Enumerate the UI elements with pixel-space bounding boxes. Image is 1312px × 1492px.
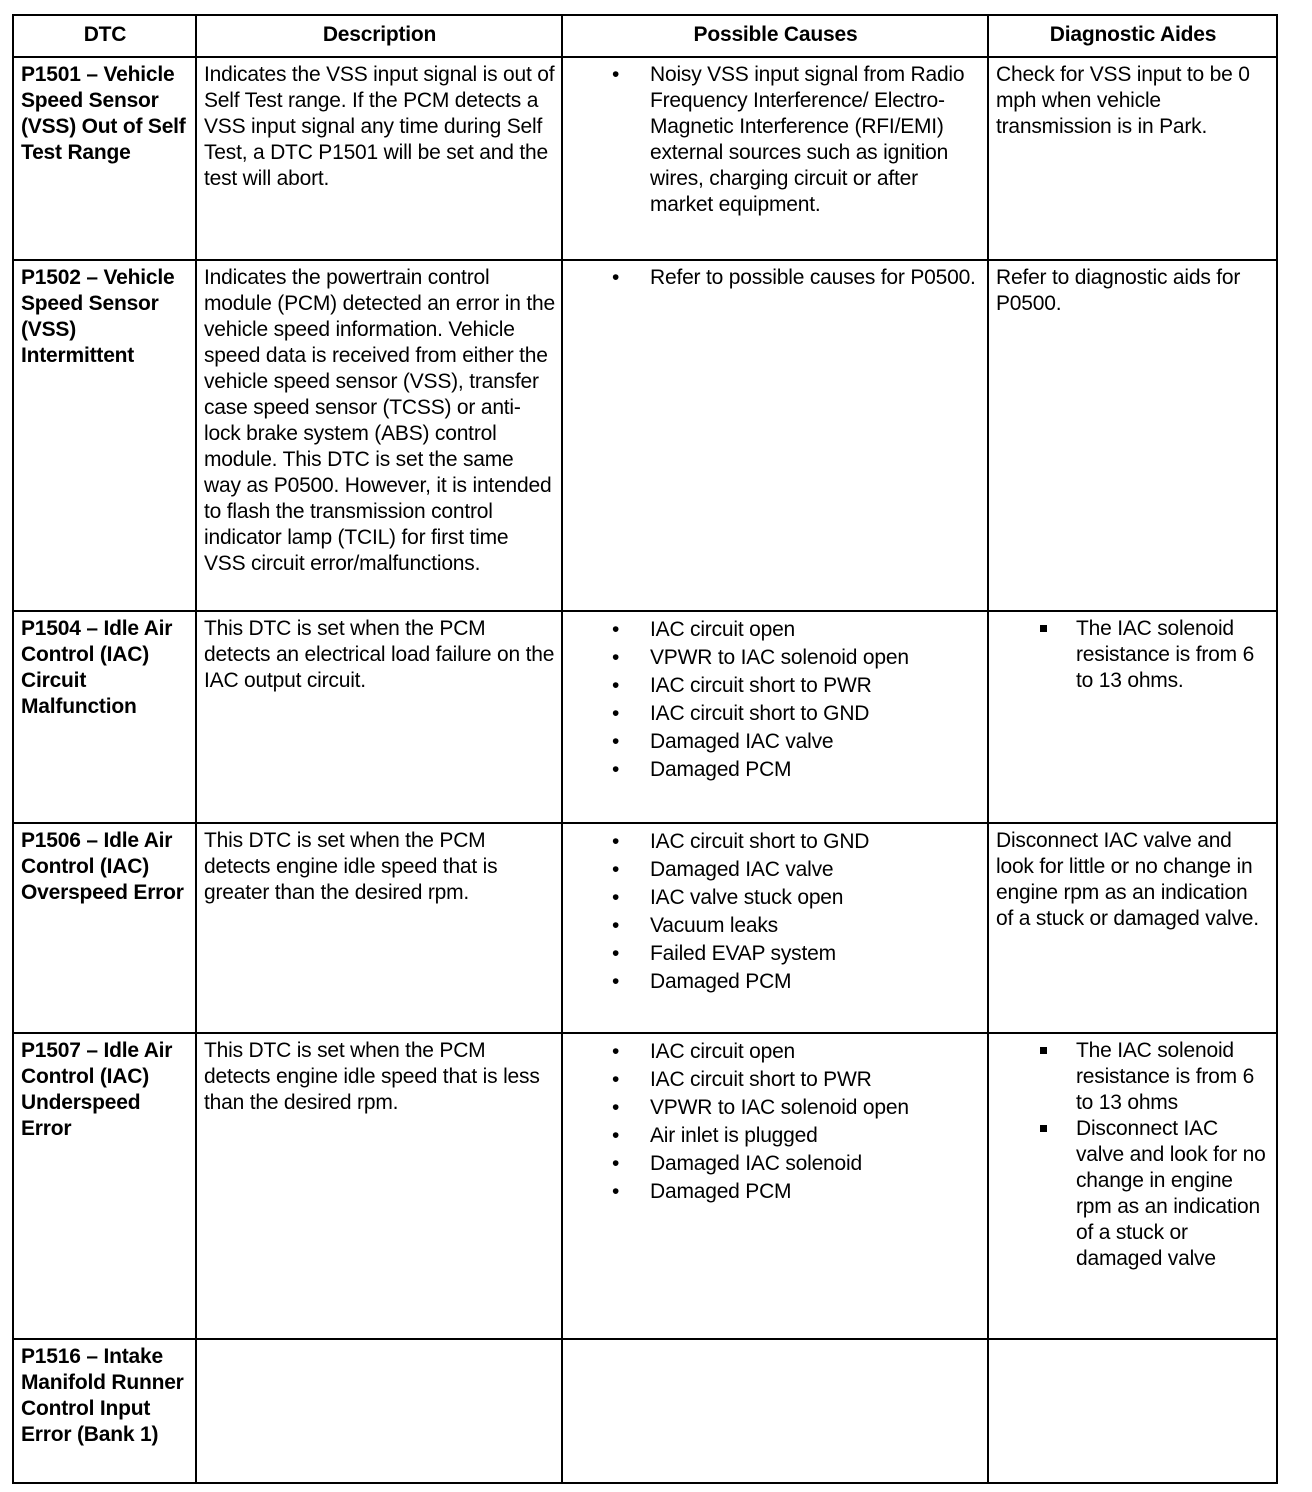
cause-item: • VPWR to IAC solenoid open bbox=[570, 644, 981, 672]
cause-item: • Vacuum leaks bbox=[570, 912, 981, 940]
possible-causes bbox=[562, 1339, 988, 1483]
table-row bbox=[13, 260, 1277, 611]
cause-item: • VPWR to IAC solenoid open bbox=[570, 1094, 981, 1122]
table-row bbox=[13, 611, 1277, 823]
header-diagnostic-aides: Diagnostic Aides bbox=[988, 15, 1277, 57]
cause-item: • IAC circuit short to PWR bbox=[570, 672, 981, 700]
cause-item: • Damaged IAC valve bbox=[570, 728, 981, 756]
dtc-description: This DTC is set when the PCM detects engine idle speed that is greater than the desired rpm. bbox=[196, 823, 562, 1033]
aide-item: Disconnect IAC valve and look for no change in engine rpm as an indication of a stuck or damaged valve bbox=[996, 1116, 1270, 1272]
possible-causes bbox=[562, 260, 988, 611]
table-row bbox=[13, 1339, 1277, 1483]
aide-item: The IAC solenoid resistance is from 6 to 13 ohms bbox=[996, 1038, 1270, 1116]
cause-item: • IAC circuit open bbox=[570, 1038, 981, 1066]
possible-causes bbox=[562, 1033, 988, 1339]
diagnostic-aides: Disconnect IAC valve and look for little or no change in engine rpm as an indication of a stuck or damaged valve. bbox=[988, 823, 1277, 1033]
dtc-description: This DTC is set when the PCM detects an electrical load failure on the IAC output circuit. bbox=[196, 611, 562, 823]
cause-item: • Damaged IAC solenoid bbox=[570, 1150, 981, 1178]
header-dtc: DTC bbox=[13, 15, 196, 57]
cause-item: • IAC circuit short to PWR bbox=[570, 1066, 981, 1094]
cause-item: • Damaged PCM bbox=[570, 1178, 981, 1206]
cause-item: • Damaged PCM bbox=[570, 756, 981, 784]
cause-item: • IAC circuit short to GND bbox=[570, 700, 981, 728]
causes-list bbox=[570, 265, 981, 291]
dtc-description: Indicates the VSS input signal is out of Self Test range. If the PCM detects a VSS input signal any time during Self Test, a DTC P1501 will be set and the test will abort. bbox=[196, 57, 562, 260]
diagnostic-aides: Refer to diagnostic aids for P0500. bbox=[988, 260, 1277, 611]
diagnostic-aides bbox=[988, 1033, 1277, 1339]
causes-list bbox=[570, 616, 981, 784]
header-possible-causes: Possible Causes bbox=[562, 15, 988, 57]
dtc-code: P1507 – Idle Air Control (IAC) Underspeed Error bbox=[13, 1033, 196, 1339]
dtc-table bbox=[12, 14, 1278, 1484]
causes-list bbox=[570, 828, 981, 996]
cause-item: • IAC valve stuck open bbox=[570, 884, 981, 912]
cause-item: • Damaged IAC valve bbox=[570, 856, 981, 884]
aides-list bbox=[996, 616, 1270, 694]
dtc-code: P1502 – Vehicle Speed Sensor (VSS) Intermittent bbox=[13, 260, 196, 611]
dtc-description bbox=[196, 1339, 562, 1483]
diagnostic-aides bbox=[988, 1339, 1277, 1483]
cause-item: • IAC circuit open bbox=[570, 616, 981, 644]
diagnostic-aides: Check for VSS input to be 0 mph when vehicle transmission is in Park. bbox=[988, 57, 1277, 260]
possible-causes bbox=[562, 823, 988, 1033]
cause-item: • Failed EVAP system bbox=[570, 940, 981, 968]
table-row bbox=[13, 57, 1277, 260]
aide-item: The IAC solenoid resistance is from 6 to 13 ohms. bbox=[996, 616, 1270, 694]
cause-item: • Noisy VSS input signal from Radio Frequency Interference/ Electro-Magnetic Interference (RFI/EMI) external sources such as ignition wires, charging circuit or after market equipment. bbox=[570, 62, 981, 218]
cause-item: • Refer to possible causes for P0500. bbox=[570, 265, 981, 291]
header-row bbox=[13, 15, 1277, 57]
dtc-description: Indicates the powertrain control module (PCM) detected an error in the vehicle speed information. Vehicle speed data is received from either the vehicle speed sensor (VSS), transfer case speed sensor (TCSS) or anti-lock brake system (ABS) control module. This DTC is set the same way as P0500. However, it is intended to flash the transmission control indicator lamp (TCIL) for first time VSS circuit error/malfunctions. bbox=[196, 260, 562, 611]
dtc-code: P1516 – Intake Manifold Runner Control Input Error (Bank 1) bbox=[13, 1339, 196, 1483]
diagnostic-aides bbox=[988, 611, 1277, 823]
cause-item: • Damaged PCM bbox=[570, 968, 981, 996]
causes-list bbox=[570, 62, 981, 218]
possible-causes bbox=[562, 611, 988, 823]
dtc-code: P1501 – Vehicle Speed Sensor (VSS) Out of Self Test Range bbox=[13, 57, 196, 260]
possible-causes bbox=[562, 57, 988, 260]
dtc-code: P1506 – Idle Air Control (IAC) Overspeed Error bbox=[13, 823, 196, 1033]
aides-list bbox=[996, 1038, 1270, 1272]
dtc-description: This DTC is set when the PCM detects engine idle speed that is less than the desired rpm. bbox=[196, 1033, 562, 1339]
table-row bbox=[13, 823, 1277, 1033]
cause-item: • Air inlet is plugged bbox=[570, 1122, 981, 1150]
table-row bbox=[13, 1033, 1277, 1339]
header-description: Description bbox=[196, 15, 562, 57]
dtc-code: P1504 – Idle Air Control (IAC) Circuit Malfunction bbox=[13, 611, 196, 823]
cause-item: • IAC circuit short to GND bbox=[570, 828, 981, 856]
causes-list bbox=[570, 1038, 981, 1206]
